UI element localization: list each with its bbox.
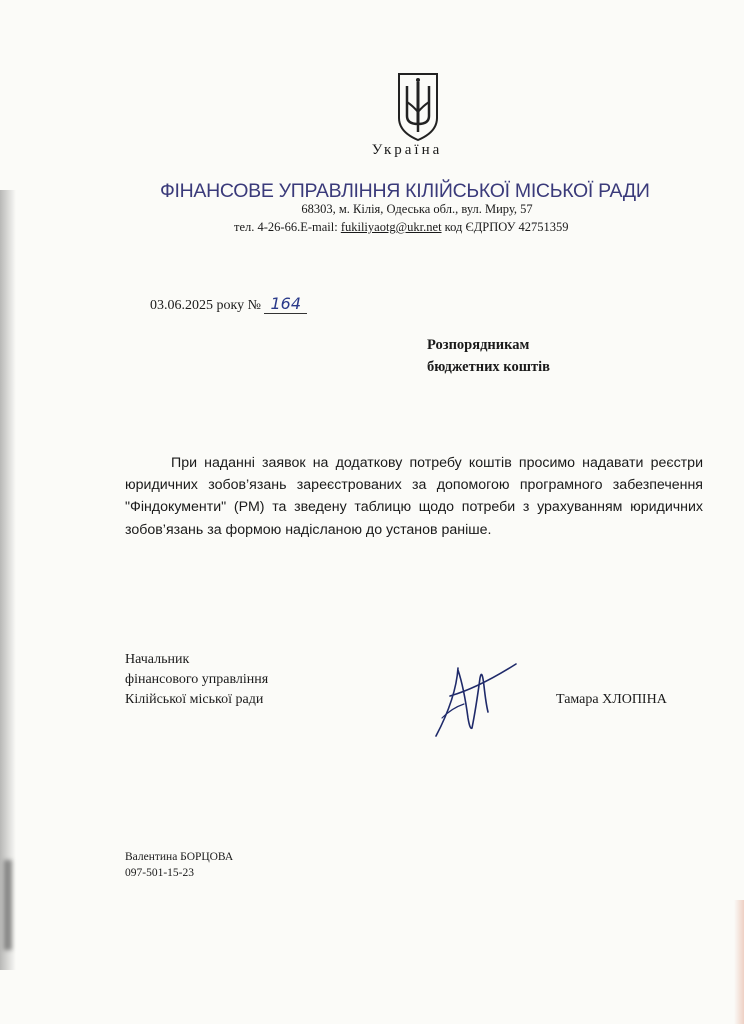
edrpou-code: код ЄДРПОУ 42751359 xyxy=(444,220,569,234)
scan-shadow-right xyxy=(734,900,744,1024)
addressee-block xyxy=(427,334,550,378)
organization-name: ФІНАНСОВЕ УПРАВЛІННЯ КІЛІЙСЬКОЇ МІСЬКОЇ РАДИ xyxy=(160,180,650,202)
document-dateline xyxy=(150,294,307,314)
email-link[interactable]: fukiliyaotg@ukr.net xyxy=(340,220,442,234)
executor-name: Валентина БОРЦОВА xyxy=(125,851,234,863)
executor-block xyxy=(125,849,233,881)
addressee-line-1: Розпорядникам xyxy=(427,337,530,353)
phone-text: тел. 4-26-66.E-mail: xyxy=(234,220,338,234)
trident-emblem-icon xyxy=(395,72,441,142)
handwritten-signature xyxy=(428,658,520,740)
executor-phone: 097-501-15-23 xyxy=(125,867,194,879)
organization-address: 68303, м. Кілія, Одеська обл., вул. Миру, 57 xyxy=(301,202,533,216)
signer-title-line-3: Кілійської міської ради xyxy=(125,692,264,707)
document-date: 03.06.2025 xyxy=(150,298,213,313)
document-number: 164 xyxy=(264,294,307,314)
signer-title-line-1: Начальник xyxy=(125,652,190,667)
contacts-line xyxy=(234,220,569,235)
country-name: Україна xyxy=(371,142,443,158)
letter-body: При наданні заявок на додаткову потребу коштів просимо надавати реєстри юридичних зобов’язань зареєстрованих за допомогою програмного забезпечення "Фіндокументи" (РМ) та зведену таблицю щодо потреби з урахуванням юридичних зобов’язань за формою надісланою до установ раніше. xyxy=(125,455,703,538)
signer-title-line-2: фінансового управління xyxy=(125,672,269,687)
addressee-line-2: бюджетних коштів xyxy=(427,359,550,375)
year-word: року xyxy=(216,298,245,313)
signer-name: Тамара ХЛОПІНА xyxy=(556,692,667,707)
number-sign: № xyxy=(247,298,261,313)
scan-shadow-left xyxy=(0,190,16,970)
signer-title xyxy=(125,650,268,710)
scan-shadow-left-spot xyxy=(4,860,12,950)
